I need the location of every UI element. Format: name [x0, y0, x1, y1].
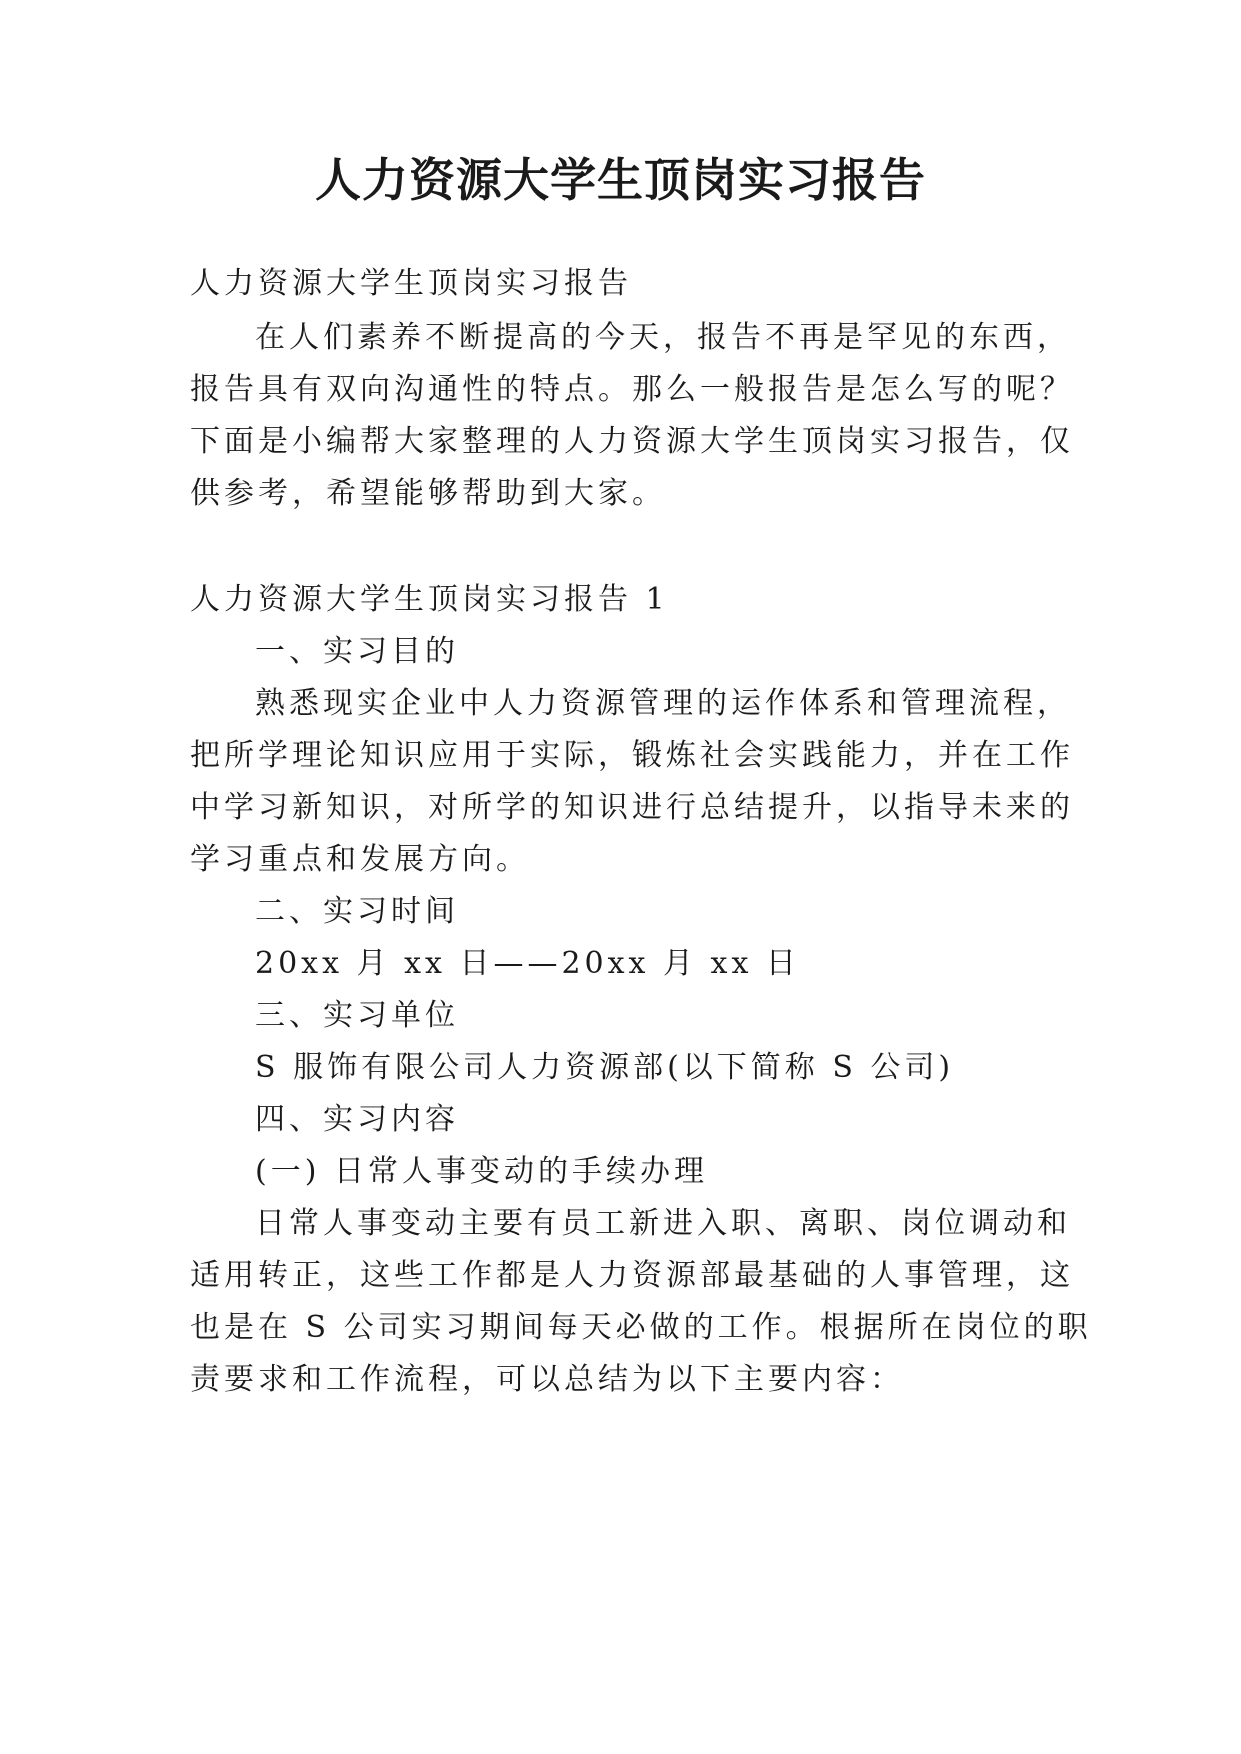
paragraph-line: 也是在 S 公司实习期间每天必做的工作。根据所在岗位的职 [190, 1310, 1092, 1345]
section-heading: 二、实习时间 [255, 894, 459, 929]
section-heading: 三、实习单位 [255, 998, 459, 1033]
internship-period: 20xx 月 xx 日——20xx 月 xx 日 [255, 946, 800, 981]
section-heading: 一、实习目的 [255, 634, 459, 669]
paragraph-line: 把所学理论知识应用于实际，锻炼社会实践能力，并在工作 [190, 738, 1074, 773]
document-subtitle: 人力资源大学生顶岗实习报告 [190, 266, 632, 301]
report-heading: 人力资源大学生顶岗实习报告 1 [190, 582, 669, 617]
paragraph-line: 责要求和工作流程，可以总结为以下主要内容： [190, 1362, 904, 1397]
document-title: 人力资源大学生顶岗实习报告 [315, 153, 926, 207]
subsection-heading: (一) 日常人事变动的手续办理 [255, 1154, 708, 1189]
paragraph-line: 学习重点和发展方向。 [190, 842, 530, 877]
paragraph-line: 熟悉现实企业中人力资源管理的运作体系和管理流程， [255, 686, 1071, 721]
internship-company: S 服饰有限公司人力资源部(以下简称 S 公司) [255, 1050, 955, 1085]
paragraph-line: 日常人事变动主要有员工新进入职、离职、岗位调动和 [255, 1206, 1071, 1241]
paragraph-line: 中学习新知识，对所学的知识进行总结提升，以指导未来的 [190, 790, 1074, 825]
intro-line: 供参考，希望能够帮助到大家。 [190, 476, 666, 511]
intro-line: 下面是小编帮大家整理的人力资源大学生顶岗实习报告，仅 [190, 424, 1074, 459]
intro-line: 在人们素养不断提高的今天，报告不再是罕见的东西， [255, 320, 1071, 355]
section-heading: 四、实习内容 [255, 1102, 459, 1137]
intro-line: 报告具有双向沟通性的特点。那么一般报告是怎么写的呢？ [190, 372, 1074, 407]
paragraph-line: 适用转正，这些工作都是人力资源部最基础的人事管理，这 [190, 1258, 1074, 1293]
